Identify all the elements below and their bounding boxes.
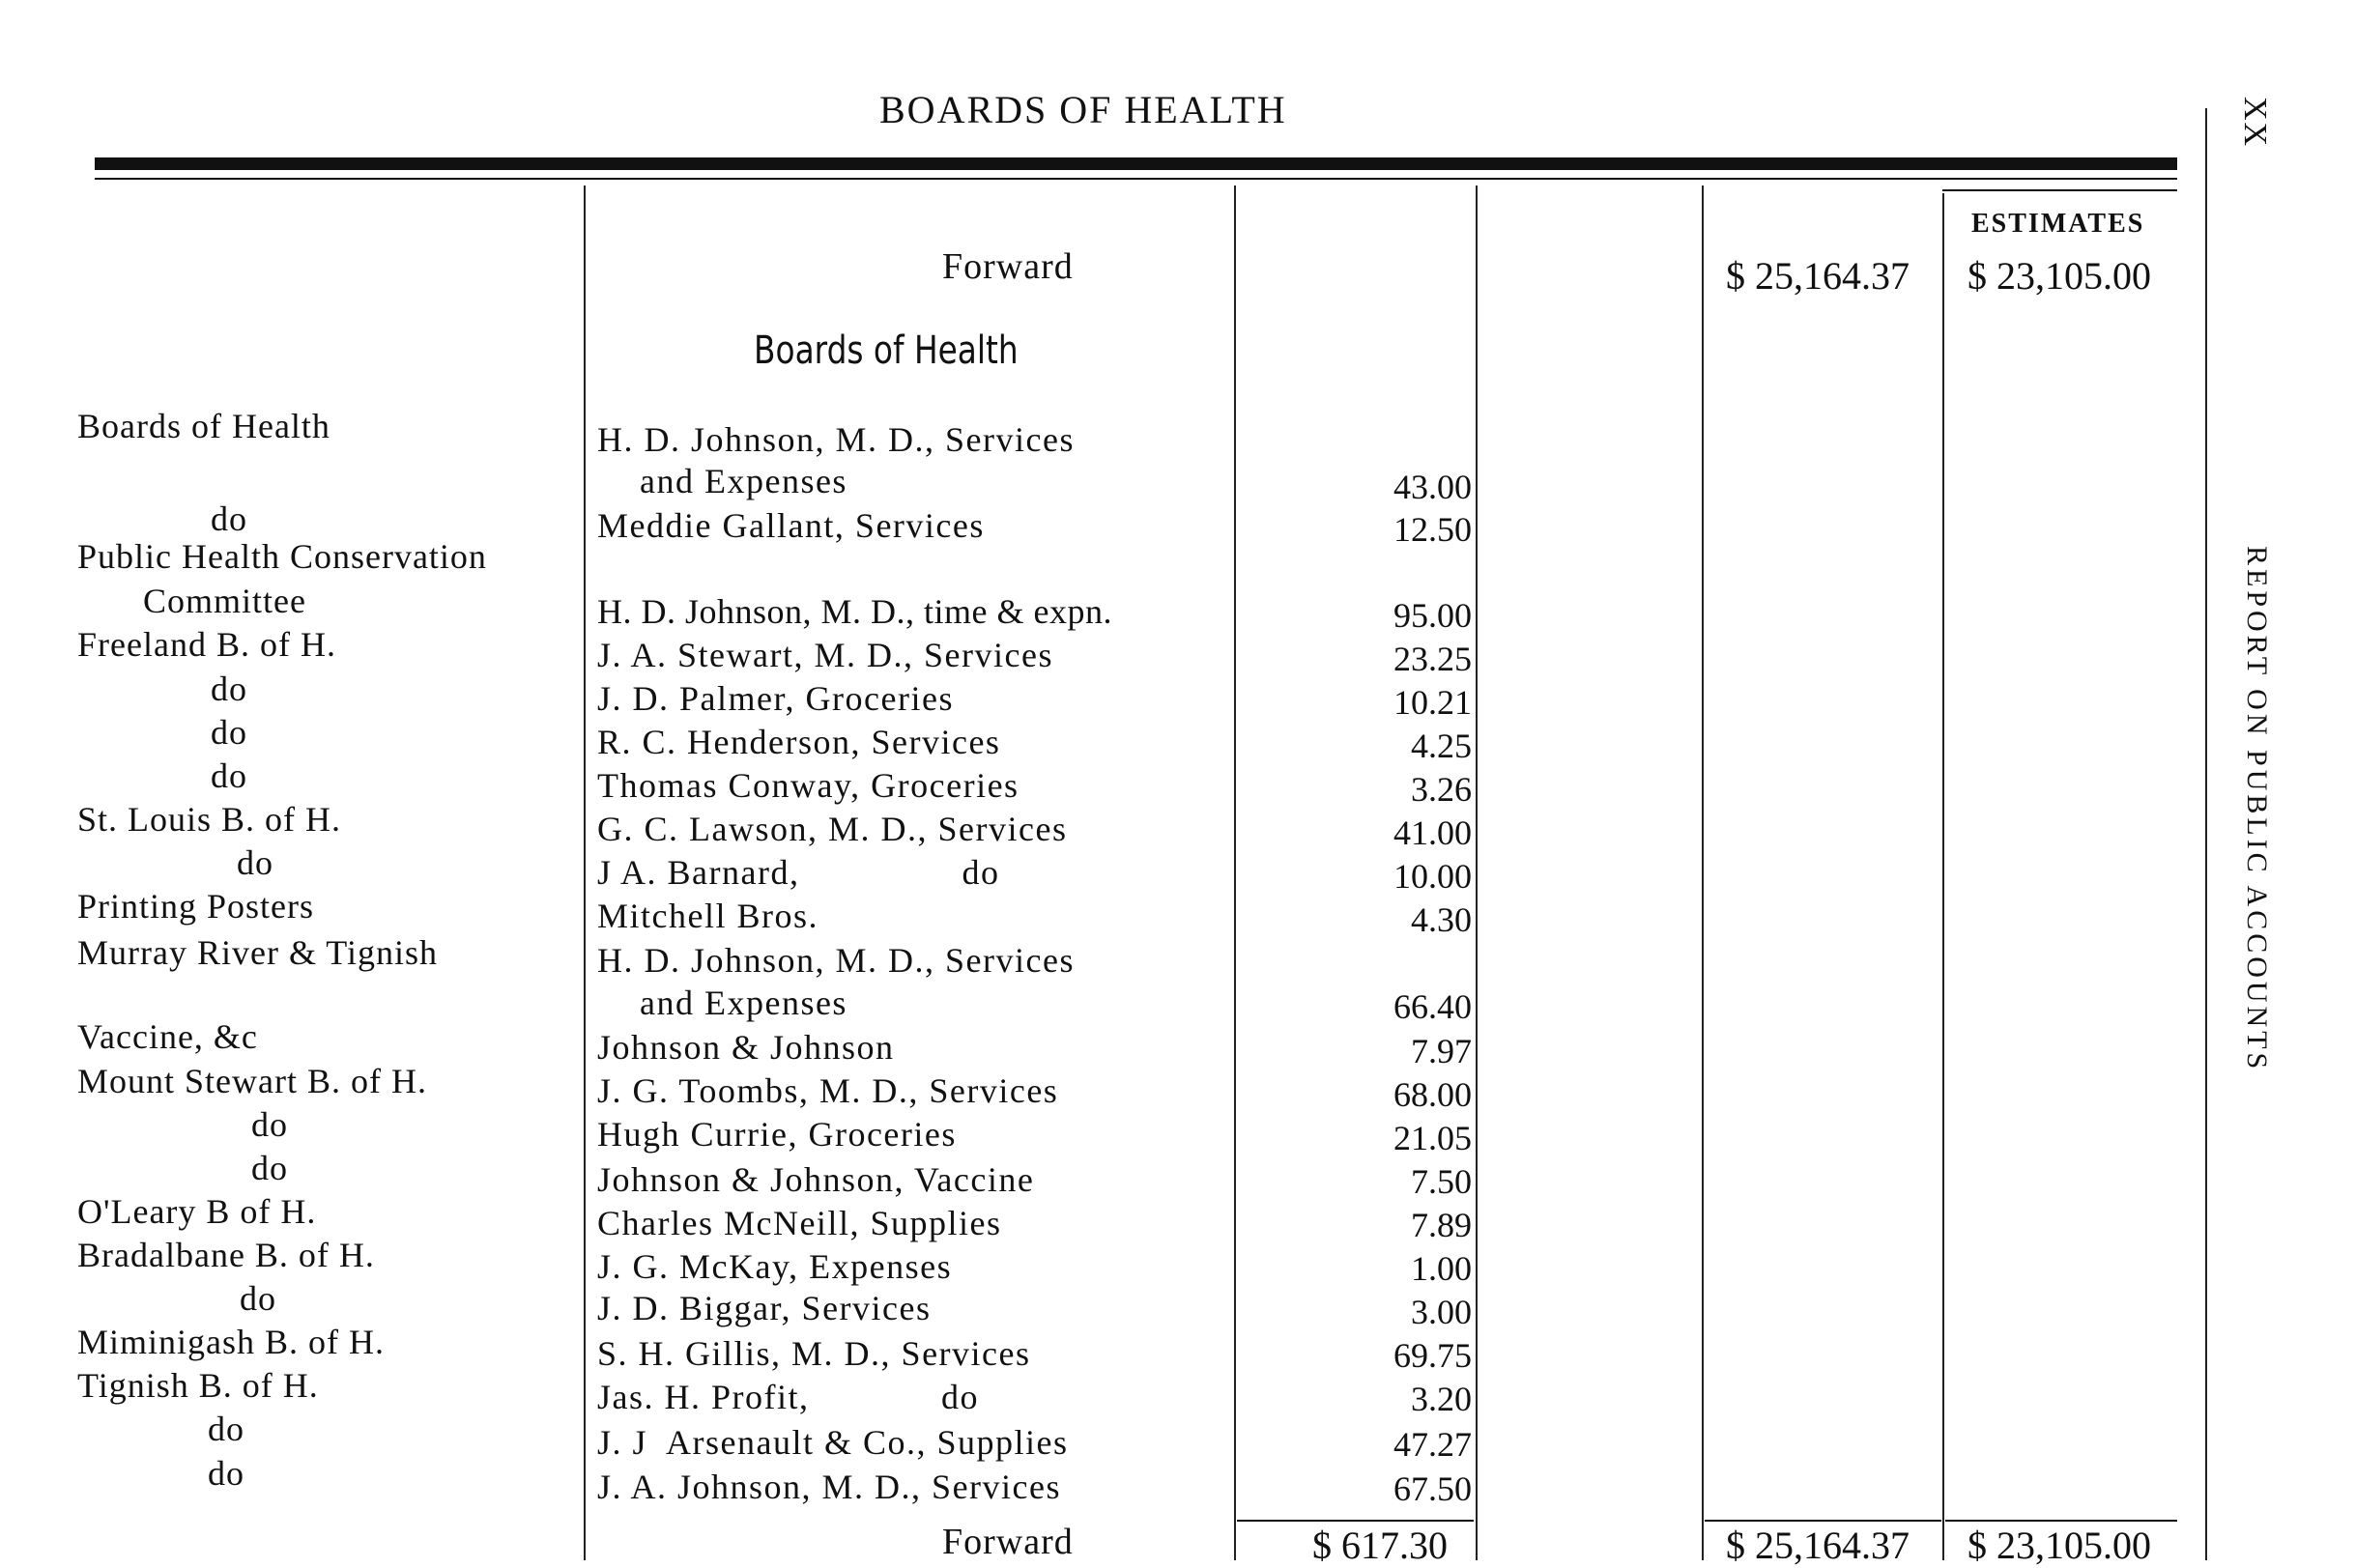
- amount-cell: 4.30: [1411, 900, 1472, 939]
- category-cell: do: [211, 499, 247, 538]
- category-cell: Printing Posters: [77, 887, 315, 926]
- payee-cell: Johnson & Johnson, Vaccine: [597, 1160, 1035, 1199]
- payee-cell: J. J Arsenault & Co., Supplies: [597, 1423, 1069, 1462]
- footer-subtotal: $ 617.30: [1312, 1524, 1448, 1567]
- amount-cell: 10.00: [1393, 857, 1472, 896]
- amount-cell: 41.00: [1393, 813, 1472, 852]
- payee-cell: J. A. Stewart, M. D., Services: [597, 636, 1053, 674]
- amount-cell: 21.05: [1393, 1119, 1472, 1157]
- amount-cell: 7.97: [1411, 1032, 1472, 1070]
- amount-cell: 3.20: [1411, 1380, 1472, 1418]
- header-rule-thin: [95, 178, 2177, 180]
- payee-cell: Charles McNeill, Supplies: [597, 1204, 1002, 1242]
- estimates-rule: [1942, 189, 2177, 191]
- category-cell: Boards of Health: [77, 407, 330, 445]
- estimates-header: ESTIMATES: [1971, 209, 2145, 239]
- payee-cell: Thomas Conway, Groceries: [597, 766, 1020, 805]
- category-cell: Committee: [143, 582, 306, 620]
- forward-total-1: $ 25,164.37: [1726, 254, 1910, 298]
- payee-cell: Hugh Currie, Groceries: [597, 1115, 957, 1154]
- payee-cell: R. C. Henderson, Services: [597, 723, 1001, 761]
- amount-cell: 69.75: [1393, 1336, 1472, 1375]
- category-cell: Vaccine, &c: [77, 1017, 258, 1056]
- amount-cell: 1.00: [1411, 1249, 1472, 1288]
- payee-cell: H. D. Johnson, M. D., Services: [597, 941, 1075, 980]
- amount-cell: 23.25: [1393, 640, 1472, 678]
- amount-cell: 3.00: [1411, 1293, 1472, 1331]
- page-title: BOARDS OF HEALTH: [879, 88, 1287, 131]
- table-divider-5: [1942, 193, 1944, 1560]
- payee-cell: J. D. Biggar, Services: [597, 1289, 932, 1327]
- category-cell: O'Leary B of H.: [77, 1192, 317, 1231]
- table-divider-2: [1234, 185, 1236, 1560]
- category-cell: do: [211, 713, 247, 752]
- payee-cell: J. D. Palmer, Groceries: [597, 679, 954, 718]
- category-cell: Murray River & Tignish: [77, 933, 439, 972]
- footer-forward-label: Forward: [942, 1522, 1074, 1562]
- category-cell: Miminigash B. of H.: [77, 1323, 386, 1361]
- category-cell: do: [208, 1454, 244, 1493]
- category-cell: Tignish B. of H.: [77, 1366, 319, 1405]
- payee-cell: and Expenses: [640, 462, 847, 500]
- total-rule-1: [1705, 1520, 1941, 1522]
- section-heading: Boards of Health: [754, 328, 1019, 373]
- category-cell: do: [251, 1105, 288, 1144]
- category-cell: do: [208, 1410, 244, 1448]
- amount-cell: 4.25: [1411, 727, 1472, 765]
- payee-cell: Mitchell Bros.: [597, 897, 819, 935]
- amount-cell: 66.40: [1393, 987, 1472, 1026]
- payee-cell: Johnson & Johnson: [597, 1028, 895, 1067]
- payee-cell: Jas. H. Profit, do: [597, 1378, 979, 1416]
- forward-total-2: $ 23,105.00: [1967, 254, 2151, 298]
- page-marker: XX: [2237, 97, 2273, 149]
- payee-cell: J A. Barnard, do: [597, 853, 1000, 892]
- category-cell: St. Louis B. of H.: [77, 800, 342, 839]
- amount-cell: 7.89: [1411, 1206, 1472, 1244]
- category-cell: do: [211, 756, 247, 795]
- total-rule-2: [1945, 1520, 2177, 1522]
- category-cell: Mount Stewart B. of H.: [77, 1062, 427, 1100]
- category-cell: do: [237, 843, 273, 882]
- subtotal-rule: [1237, 1520, 1474, 1522]
- payee-cell: G. C. Lawson, M. D., Services: [597, 810, 1068, 848]
- amount-cell: 3.26: [1411, 770, 1472, 809]
- page-edge-rule: [2205, 108, 2207, 1560]
- footer-total-1: $ 25,164.37: [1726, 1524, 1910, 1567]
- amount-cell: 67.50: [1393, 1469, 1472, 1508]
- category-cell: Bradalbane B. of H.: [77, 1236, 375, 1274]
- payee-cell: J. G. McKay, Expenses: [597, 1247, 953, 1286]
- side-title: REPORT ON PUBLIC ACCOUNTS: [2241, 546, 2273, 1073]
- amount-cell: 68.00: [1393, 1075, 1472, 1114]
- payee-cell: S. H. Gillis, M. D., Services: [597, 1334, 1031, 1373]
- table-divider-1: [584, 185, 586, 1560]
- category-cell: Public Health Conservation: [77, 537, 487, 576]
- payee-cell: J. G. Toombs, M. D., Services: [597, 1071, 1059, 1110]
- category-cell: Freeland B. of H.: [77, 625, 336, 664]
- category-cell: do: [240, 1279, 276, 1318]
- amount-cell: 7.50: [1411, 1162, 1472, 1201]
- payee-cell: and Expenses: [640, 984, 847, 1022]
- amount-cell: 12.50: [1393, 510, 1472, 549]
- table-divider-4: [1702, 185, 1704, 1560]
- amount-cell: 47.27: [1393, 1425, 1472, 1464]
- amount-cell: 95.00: [1393, 596, 1472, 635]
- payee-cell: J. A. Johnson, M. D., Services: [597, 1468, 1062, 1506]
- payee-cell: H. D. Johnson, M. D., Services: [597, 420, 1075, 459]
- payee-cell: Meddie Gallant, Services: [597, 506, 985, 545]
- payee-cell: H. D. Johnson, M. D., time & expn.: [597, 592, 1112, 631]
- table-divider-3: [1476, 185, 1478, 1560]
- forward-label: Forward: [942, 246, 1074, 287]
- amount-cell: 43.00: [1393, 468, 1472, 506]
- footer-total-2: $ 23,105.00: [1967, 1524, 2151, 1567]
- category-cell: do: [211, 670, 247, 708]
- category-cell: do: [251, 1149, 288, 1187]
- amount-cell: 10.21: [1393, 683, 1472, 722]
- header-rule-thick: [95, 157, 2177, 170]
